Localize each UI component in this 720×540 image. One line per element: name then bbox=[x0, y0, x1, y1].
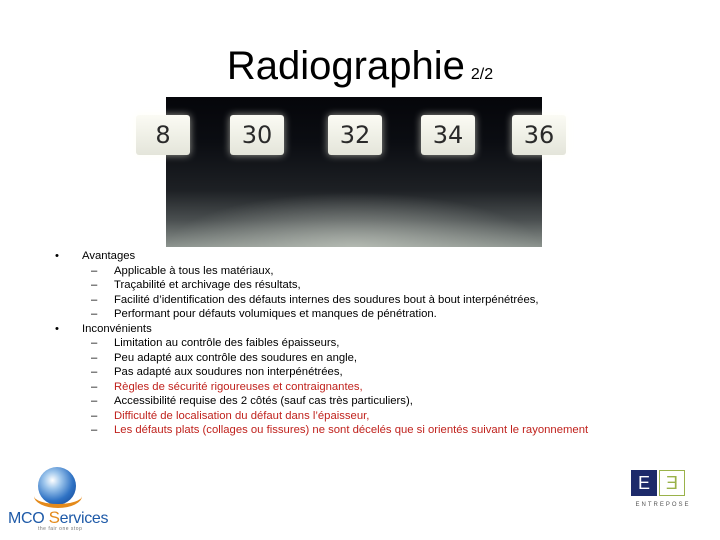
list-item bbox=[55, 351, 675, 366]
radiograph-marker: 32 bbox=[328, 115, 382, 155]
mco-tagline: the fair one stop bbox=[38, 526, 83, 532]
advantage-text: Traçabilité et archivage des résultats, bbox=[114, 279, 301, 291]
list-item bbox=[55, 307, 675, 322]
dash-icon: – bbox=[91, 395, 98, 407]
swoosh-icon bbox=[34, 484, 82, 508]
mco-s-letter: S bbox=[48, 508, 60, 527]
e-letter-icon: E bbox=[631, 470, 657, 496]
dash-icon: – bbox=[91, 308, 98, 320]
drawback-text: Règles de sécurité rigoureuses et contraignantes, bbox=[114, 380, 363, 393]
radiograph-marker: 34 bbox=[421, 115, 475, 155]
drawback-text: Limitation au contrôle des faibles épaisseurs, bbox=[114, 337, 340, 349]
slide-title bbox=[0, 44, 720, 89]
bullet-list bbox=[55, 249, 675, 438]
list-item bbox=[55, 380, 675, 395]
reversed-e-letter-icon: Ǝ bbox=[659, 470, 685, 496]
mco-logo-text bbox=[8, 508, 118, 528]
dash-icon: – bbox=[91, 337, 98, 349]
list-item bbox=[55, 365, 675, 380]
drawback-text: Pas adapté aux soudures non interpénétrées, bbox=[114, 366, 343, 378]
advantage-text: Applicable à tous les matériaux, bbox=[114, 264, 274, 277]
advantages-heading: Avantages bbox=[82, 250, 136, 262]
dash-icon: – bbox=[91, 380, 98, 393]
drawback-text: Difficulté de localisation du défaut dans l’épaisseur, bbox=[114, 409, 370, 422]
dash-icon: – bbox=[91, 264, 98, 277]
drawback-text: Peu adapté aux contrôle des soudures en angle, bbox=[114, 351, 358, 364]
mco-name-rest: ervices bbox=[59, 510, 109, 527]
list-item bbox=[55, 394, 675, 409]
title-page-indicator: 2/2 bbox=[470, 66, 494, 83]
bullet-advantages bbox=[55, 249, 675, 264]
list-item bbox=[55, 336, 675, 351]
drawback-text: Accessibilité requise des 2 côtés (sauf cas très particuliers), bbox=[114, 395, 413, 407]
bullet-icon: • bbox=[55, 322, 59, 335]
list-item bbox=[55, 409, 675, 424]
advantage-text: Facilité d’identification des défauts internes des soudures bout à bout interpénétrées, bbox=[114, 293, 539, 306]
dash-icon: – bbox=[91, 424, 98, 436]
drawbacks-heading: Inconvénients bbox=[82, 322, 152, 335]
dash-icon: – bbox=[91, 351, 98, 364]
list-item bbox=[55, 423, 675, 438]
dash-icon: – bbox=[91, 293, 98, 306]
radiograph-marker: 30 bbox=[230, 115, 284, 155]
dash-icon: – bbox=[91, 366, 98, 378]
advantage-text: Performant pour défauts volumiques et manques de pénétration. bbox=[114, 308, 437, 320]
title-main: Radiographie bbox=[226, 44, 465, 88]
entrepose-caption: ENTREPOSE bbox=[635, 502, 691, 508]
mco-name: MCO bbox=[8, 510, 45, 527]
dash-icon: – bbox=[91, 409, 98, 422]
mco-services-logo bbox=[8, 462, 118, 532]
bullet-drawbacks bbox=[55, 322, 675, 337]
dash-icon: – bbox=[91, 279, 98, 291]
entrepose-logo bbox=[628, 470, 698, 514]
radiograph-image bbox=[155, 97, 555, 247]
list-item bbox=[55, 293, 675, 308]
bullet-icon: • bbox=[55, 250, 59, 262]
drawback-text: Les défauts plats (collages ou fissures) ne sont décelés que si orientés suivant le rayonnement bbox=[114, 424, 589, 436]
list-item bbox=[55, 278, 675, 293]
radiograph-haze bbox=[166, 192, 542, 247]
list-item bbox=[55, 264, 675, 279]
radiograph-marker: 8 bbox=[136, 115, 190, 155]
radiograph-marker: 36 bbox=[512, 115, 566, 155]
